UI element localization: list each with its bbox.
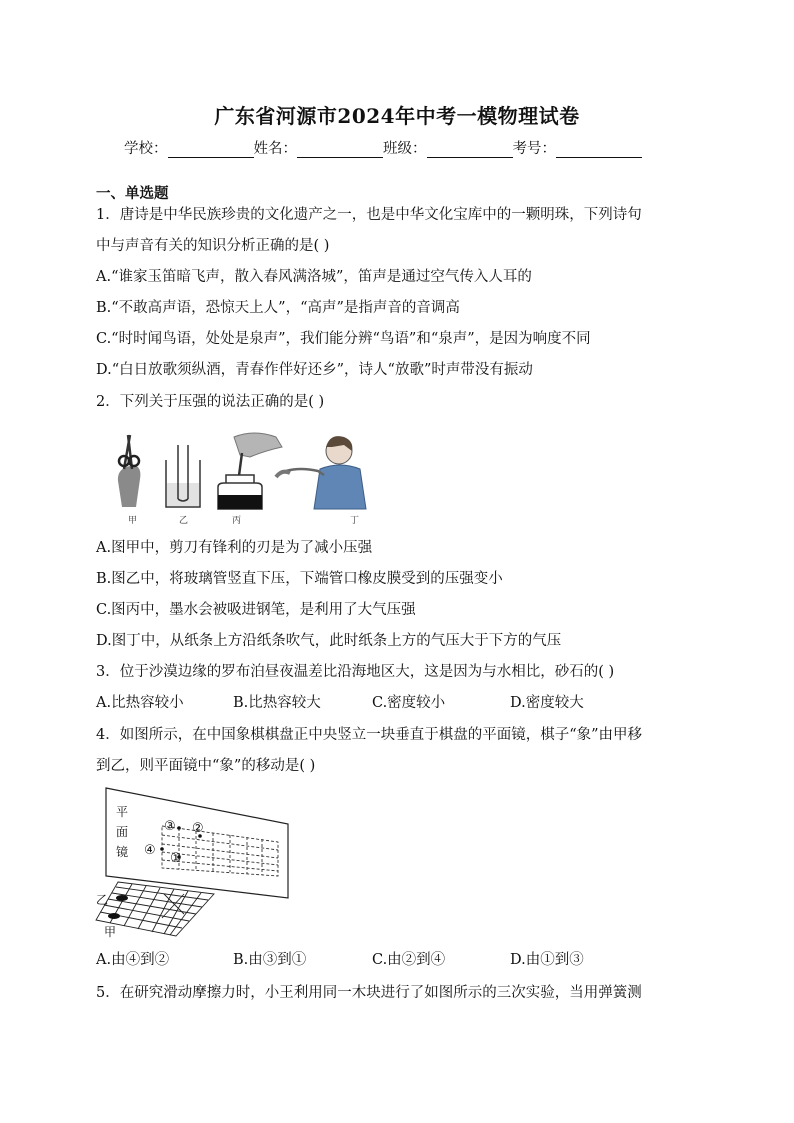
mirror-label-2: 面: [116, 825, 129, 839]
section-heading: 一、单选题: [96, 185, 169, 202]
q2-figure: [104, 425, 374, 530]
ink-bottle-figure: [218, 433, 282, 509]
class-label: 班级：: [383, 141, 427, 157]
q3-option-a: A.比热容较小: [96, 695, 184, 711]
q4-options: [96, 950, 696, 970]
label-jia: 甲: [104, 925, 117, 939]
class-blank[interactable]: [427, 141, 513, 158]
school-blank[interactable]: [168, 141, 254, 158]
mirror-label-3: 镜: [116, 845, 129, 859]
page-title: 广东省河源市2024年中考一模物理试卷: [214, 104, 580, 128]
q3-option-d: D.密度较大: [510, 695, 584, 711]
q4-option-a: A.由④到②: [96, 952, 170, 968]
q3-option-c: C.密度较小: [372, 695, 446, 711]
name-blank[interactable]: [297, 141, 383, 158]
q3-options: [96, 693, 696, 713]
q4-option-d: D.由①到③: [510, 952, 584, 968]
q4-option-b: B.由③到①: [233, 952, 307, 968]
fig-label-ding: 丁: [350, 516, 360, 526]
number-blank[interactable]: [556, 141, 642, 158]
mark-2: ②: [192, 821, 204, 836]
q2-stem: 2．下列关于压强的说法正确的是( ): [96, 394, 325, 410]
school-label: 学校：: [124, 141, 168, 157]
q2-option-b: B.图乙中，将玻璃管竖直下压，下端管口橡皮膜受到的压强变小: [96, 571, 503, 587]
q4-stem-line2: 到乙，则平面镜中“象”的移动是( ): [96, 758, 316, 774]
fig-label-yi: 乙: [179, 516, 189, 526]
q2-option-a: A.图甲中，剪刀有锋利的刃是为了减小压强: [96, 540, 373, 556]
beaker-figure: [166, 445, 200, 507]
q1-option-d: D.“白日放歌须纵酒，青春作伴好还乡”，诗人“放歌”时声带没有振动: [96, 362, 533, 378]
mark-3: ③: [164, 819, 176, 834]
q1-option-c: C.“时时闻鸟语，处处是泉声”，我们能分辨“鸟语”和“泉声”，是因为响度不同: [96, 331, 591, 347]
scissors-figure: [118, 435, 140, 507]
label-yi: 乙: [96, 893, 109, 907]
q4-figure: [92, 786, 292, 941]
q4-stem-line1: 4．如图所示，在中国象棋棋盘正中央竖立一块垂直于棋盘的平面镜，棋子“象”由甲移: [96, 727, 643, 743]
q1-stem-line2: 中与声音有关的知识分析正确的是( ): [96, 238, 330, 254]
mirror-label-1: 平: [116, 805, 129, 819]
q5-stem-line1: 5．在研究滑动摩擦力时，小王利用同一木块进行了如图所示的三次实验，当用弹簧测: [96, 985, 642, 1001]
fig-label-jia: 甲: [128, 516, 138, 526]
student-info-row: [124, 137, 684, 158]
mark-1: ①: [170, 851, 182, 866]
piece-yi: [116, 895, 128, 901]
q3-option-b: B.比热容较大: [233, 695, 321, 711]
q4-option-c: C.由②到④: [372, 952, 446, 968]
q2-option-d: D.图丁中，从纸条上方沿纸条吹气，此时纸条上方的气压大于下方的气压: [96, 633, 562, 649]
fig-label-bing: 丙: [232, 516, 242, 526]
q1-option-a: A.“谁家玉笛暗飞声，散入春风满洛城”，笛声是通过空气传入人耳的: [96, 269, 532, 285]
q1-stem-line1: 1．唐诗是中华民族珍贵的文化遗产之一，也是中华文化宝库中的一颗明珠，下列诗句: [96, 207, 642, 223]
q3-stem: 3．位于沙漠边缘的罗布泊昼夜温差比沿海地区大，这是因为与水相比，砂石的( ): [96, 664, 615, 680]
boy-figure: [276, 436, 366, 509]
mark-4: ④: [144, 843, 156, 858]
number-label: 考号：: [512, 141, 556, 157]
mirror-plane: [106, 788, 288, 898]
piece-jia: [108, 913, 120, 919]
q1-option-b: B.“不敢高声语，恐惊天上人”，“高声”是指声音的音调高: [96, 300, 460, 316]
q2-option-c: C.图丙中，墨水会被吸进钢笔，是利用了大气压强: [96, 602, 416, 618]
name-label: 姓名：: [253, 141, 297, 157]
